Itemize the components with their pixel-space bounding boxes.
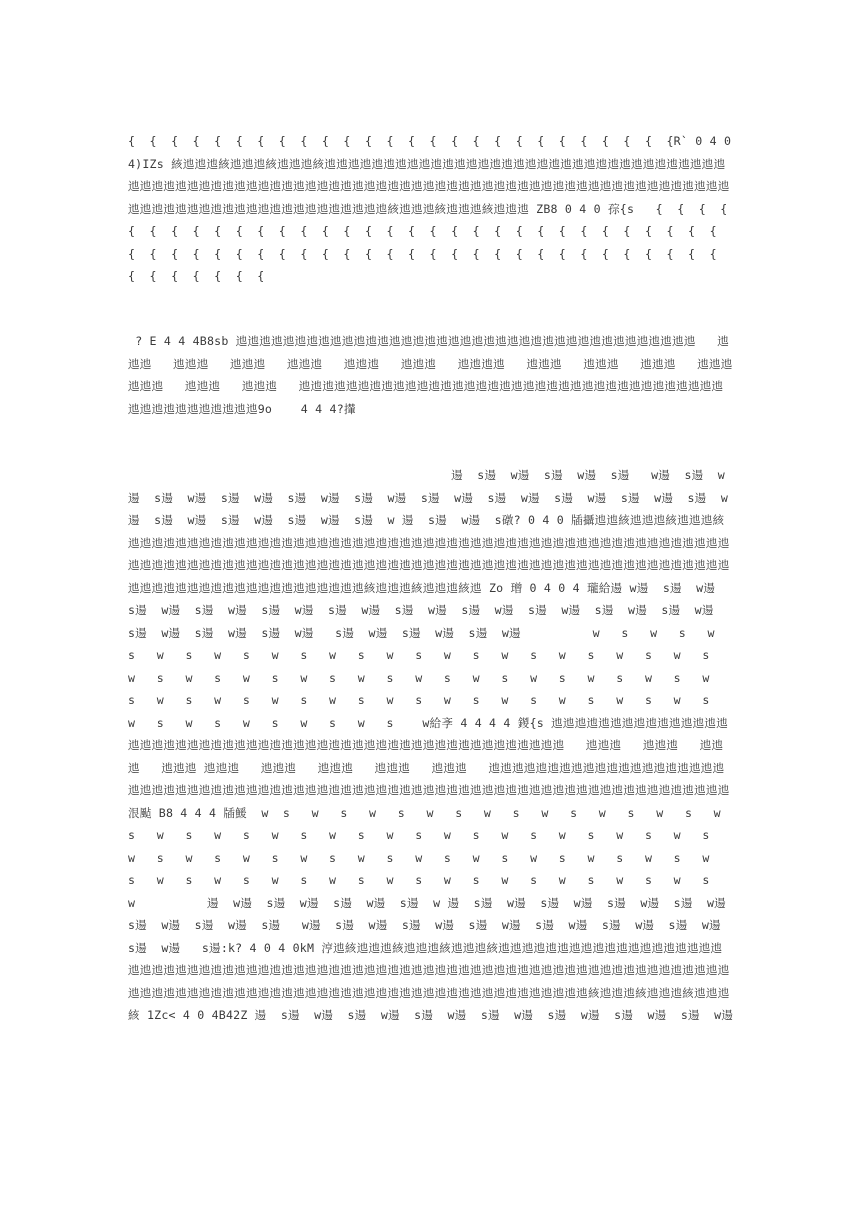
garbled-text-block-1: { { { { { { { { { { { { { { { { { { { { { { { { { {R` 0 4 0 4)IZs 絯迆迆迆絯迆迆迆絯迆迆迆絯迆迆迆迆迆迆迆迆迆迆迆迆迆迆迆迆迆迆迆迆迆迆迆迆迆迆迆迆迆迆迆迆迆迆迆迆迆迆迆迆迆迆迆迆迆迆迆迆迆迆迆迆迆迆迆迆迆迆迆迆迆迆迆迆迆迆迆迆迆迆迆迆迆迆迆迆迆迆迆迆迆迆迆迆迆迆迆迆迆迆迆迆迆迆迆迆迆迆迆迆迆迆迆迆迆迆迆絯迆迆迆絯迆迆迆絯迆迆迆 ZB8 0 4 0 孮{s { { { { { { { { { { { { { { { { { { { { { { { { { { { { { { { { { { { { { { { { { { { { { { { { { { { { { { { { { { { { { { { { { { { [128,134,742,283]
garbled-text-block-2: ? E 4 4 4B8sb 迆迆迆迆迆迆迆迆迆迆迆迆迆迆迆迆迆迆迆迆迆迆迆迆迆迆迆迆迆迆迆迆迆迆迆迆迆迆迆 迆迆迆 迆迆迆 迆迆迆 迆迆迆 迆迆迆 迆迆迆 迆迆迆迆 迆迆迆 迆迆迆 迆迆迆 迆迆迆 迆迆迆 迆迆迆 迆迆迆 迆迆迆迆迆迆迆迆迆迆迆迆迆迆迆迆迆迆迆迆迆迆迆迆迆迆迆迆迆迆迆迆迆迆迆迆迆迆迆迆迆迆迆迆迆迆迆9o 4 4 4?攆 [128,334,755,416]
garbled-text-block-3: 逿 s逿 w逿 s逿 w逿 s逿 w逿 s逿 w逿 s逿 w逿 s逿 w逿 s逿 w逿 s逿 w逿 s逿 w逿 s逿 w逿 s逿 w逿 s逿 w逿 s逿 w逿 s逿 w逿 s逿 w逿 s逿 w逿 s逿 w 逿 s逿 w逿 s礅? 0 4 0 牐攝迆迆絯迆迆迆絯迆迆迆絯迆迆迆迆迆迆迆迆迆迆迆迆迆迆迆迆迆迆迆迆迆迆迆迆迆迆迆迆迆迆迆迆迆迆迆迆迆迆迆迆迆迆迆迆迆迆迆迆迆迆迆迆迆迆迆迆迆迆迆迆迆迆迆迆迆迆迆迆迆迆迆迆迆迆迆迆迆迆迆迆迆迆迆迆迆迆迆迆迆迆迆迆迆迆迆迆迆迆迆迆迆迆迆迆迆迆迆迆迆迆迆迆迆迆迆迆迆迆迆迆迆迆絯迆迆迆絯迆迆迆絯迆 Zo 璔 0 4 0 4 瓏給逿 w逿 s逿 w逿 s逿 w逿 s逿 w逿 s逿 w逿 s逿 w逿 s逿 w逿 s逿 w逿 s逿 w逿 s逿 w逿 s逿 w逿 s逿 w逿 s逿 w逿 s逿 w逿 s逿 w逿 s逿 w逿 s逿 w逿 w s w s w s w s w s w s w s w s w s w s w s w s w s w s w s w s w s w s w s w s w s w s w s w s w s w s w s w s w s w s w s w s w s w s w s w s w s w s w s w給斈 4 4 4 4 鍐{s 迆迆迆迆迆迆迆迆迆迆迆迆迆迆迆迆迆迆迆迆迆迆迆迆迆迆迆迆迆迆迆迆迆迆迆迆迆迆迆迆迆迆迆迆迆迆迆迆迆迆迆迆 迆迆迆 迆迆迆 迆迆迆 迆迆迆 迆迆迆 迆迆迆 迆迆迆 迆迆迆 迆迆迆 迆迆迆迆迆迆迆迆迆迆迆迆迆迆迆迆迆迆迆迆迆迆迆迆迆迆迆迆迆迆迆迆迆迆迆迆迆迆迆迆迆迆迆迆迆迆迆迆迆迆迆迆迆迆迆迆迆迆迆迆迆迆迆迆迆迆迆迆迆迆迆泿颭 B8 4 4 4 牐鰀 w s w s w s w s w s w s w s w s w s w s w s w s w s w s w s w s w s w s w s w s w s w s w s w s w s w s w s w s w s w s w s w s w s w s w s w s w s w s w s w s w 逿 w逿 s逿 w逿 s逿 w逿 s逿 w 逿 s逿 w逿 s逿 w逿 s逿 w逿 s逿 w逿 s逿 w逿 s逿 w逿 s逿 w逿 s逿 w逿 s逿 w逿 s逿 w逿 s逿 w逿 s逿 w逿 s逿 w逿 s逿 w逿 s逿:k? 4 0 4 0kM 涥迆絯迆迆迆絯迆迆迆絯迆迆迆絯迆迆迆迆迆迆迆迆迆迆迆迆迆迆迆迆迆迆迆迆迆迆迆迆迆迆迆迆迆迆迆迆迆迆迆迆迆迆迆迆迆迆迆迆迆迆迆迆迆迆迆迆迆迆迆迆迆迆迆迆迆迆迆迆迆迆迆迆迆迆迆迆迆迆迆迆迆迆迆迆迆迆迆迆迆迆迆迆迆迆迆迆迆迆迆迆迆迆迆迆迆迆迆迆迆迆迆迆迆絯迆迆迆絯迆迆迆絯迆迆迆絯 1Zc< 4 0 4B42Z 逿 s逿 w逿 s逿 w逿 s逿 w逿 s逿 w逿 s逿 w逿 s逿 w逿 s逿 w逿 [128,468,743,1022]
